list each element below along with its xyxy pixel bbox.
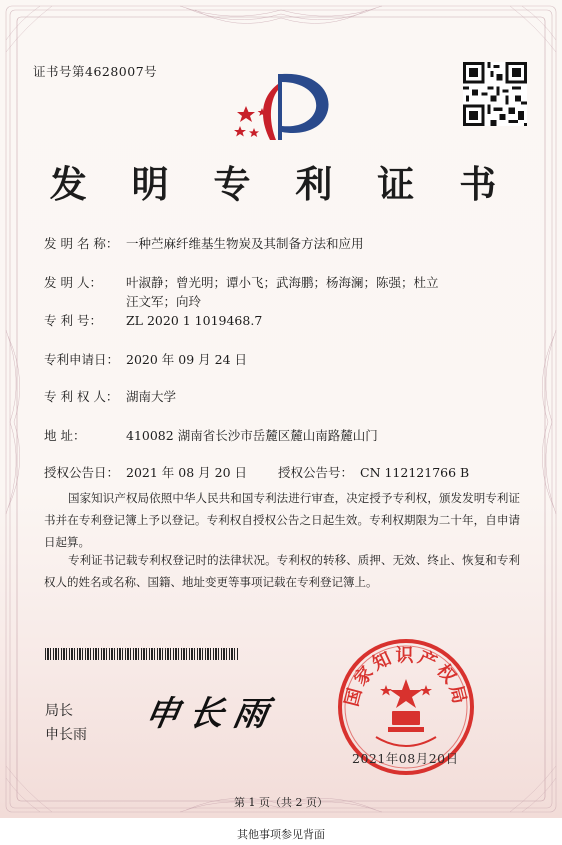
legal-status-note: 专利证书记载专利权登记时的法律状况。专利权的转移、质押、无效、终止、恢复和专利权人的姓名或名称、国籍、地址变更等事项记载在专利登记簿上。 bbox=[44, 553, 520, 589]
inventors-value-line1: 叶淑静；曾光明；谭小飞；武海鹏；杨海澜；陈强；杜立 bbox=[126, 275, 439, 290]
grant-number-value: CN 112121766 B bbox=[360, 465, 470, 480]
grant-statement: 国家知识产权局依照中华人民共和国专利法进行审查，决定授予专利权，颁发发明专利证书并在专利登记簿上予以登记。专利权自授权公告之日起生效。专利权期限为二十年，自申请日起算。 bbox=[44, 491, 520, 549]
qr-code bbox=[463, 62, 527, 126]
grant-date-value: 2021 年 08 月 20 日 bbox=[126, 465, 247, 480]
patentee-label: 专 利 权 人： bbox=[44, 389, 119, 404]
patent-office-logo bbox=[228, 66, 338, 148]
page-title: 发 明 专 利 证 书 bbox=[49, 162, 513, 206]
director-name: 申长雨 bbox=[45, 727, 87, 743]
certificate-number: 证书号第4628007号 bbox=[33, 64, 158, 79]
inventors-value-line2: 汪文军；向玲 bbox=[126, 294, 202, 309]
address-label: 地 址： bbox=[44, 428, 86, 443]
seal-text: 国家知识产权局 bbox=[341, 645, 471, 709]
patentee-value: 湖南大学 bbox=[126, 389, 177, 404]
invention-name-label: 发 明 名 称： bbox=[44, 236, 119, 251]
grant-date-label: 授权公告日： bbox=[44, 465, 120, 480]
inventors-label: 发 明 人： bbox=[44, 275, 102, 290]
invention-name-value: 一种苎麻纤维基生物炭及其制备方法和应用 bbox=[126, 236, 364, 251]
page-number: 第 1 页（共 2 页） bbox=[234, 796, 328, 809]
bottom-note: 其他事项参见背面 bbox=[237, 828, 325, 841]
filing-date-value: 2020 年 09 月 24 日 bbox=[126, 352, 247, 367]
address-value: 410082 湖南省长沙市岳麓区麓山南路麓山门 bbox=[126, 428, 378, 443]
filing-date-label: 专利申请日： bbox=[44, 352, 120, 367]
barcode bbox=[45, 648, 238, 660]
grant-number-label: 授权公告号： bbox=[278, 465, 354, 480]
director-title: 局长 bbox=[45, 703, 73, 719]
patent-number-label: 专 利 号： bbox=[44, 313, 102, 328]
patent-number-value: ZL 2020 1 1019468.7 bbox=[126, 313, 263, 328]
director-signature: 申长雨 bbox=[141, 694, 281, 734]
seal-date: 2021年08月20日 bbox=[352, 751, 459, 766]
